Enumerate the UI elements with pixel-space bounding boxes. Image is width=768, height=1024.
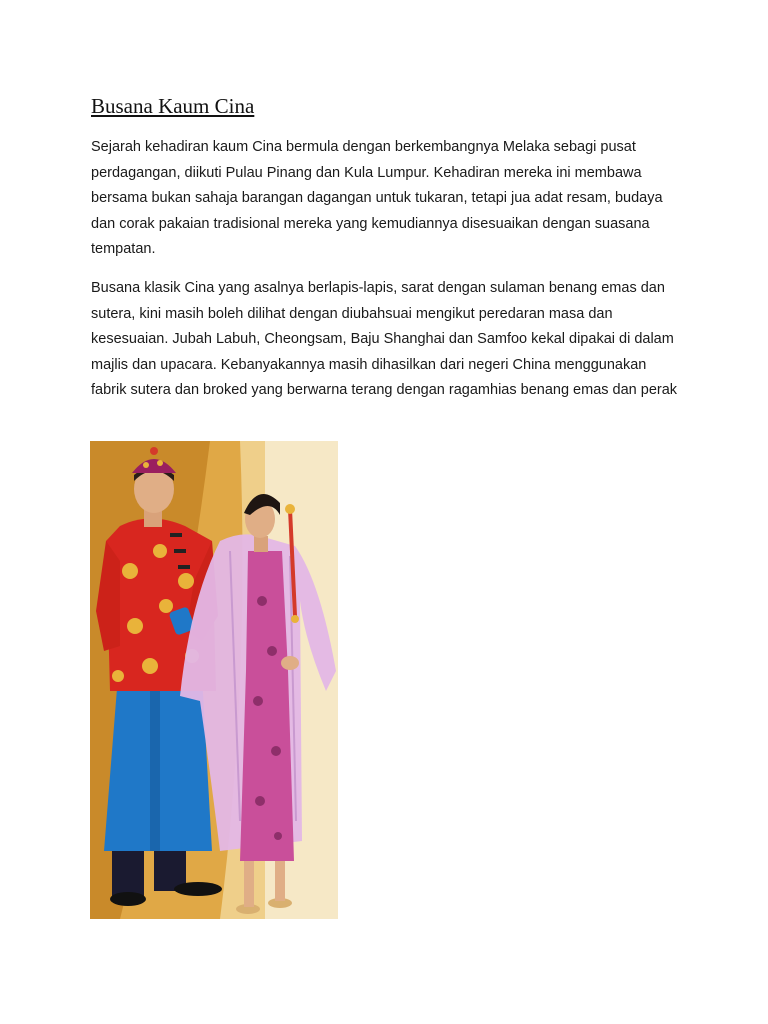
paragraph-history: Sejarah kehadiran kaum Cina bermula dengan berkembangnya Melaka sebagi pusat perdagangan, diikuti Pulau Pinang dan Kula Lumpur. Kehadiran mereka ini membawa bersama bukan sahaja barangan dagangan untuk tukaran, tetapi jua adat resam, budaya dan corak pakaian tradisional mereka yang kemudiannya disesuaikan dengan suasana tempatan. xyxy=(91,139,663,257)
paragraph-costume: Busana klasik Cina yang asalnya berlapis-lapis, sarat dengan sulaman benang emas dan sutera, kini masih boleh dilihat dengan diubahsuai mengikut peredaran masa dan kesesuaian. Jubah Labuh, Cheongsam, Baju Shanghai dan Samfoo kekal dipakai di dalam majlis dan upacara. Kebanyakannya masih dihasilkan dari negeri China menggunakan fabrik sutera dan broked yang berwarna terang dengan ragamhias benang emas dan perak xyxy=(91,280,678,398)
document-title: Busana Kaum Cina xyxy=(91,94,255,118)
costume-photo xyxy=(90,441,338,919)
